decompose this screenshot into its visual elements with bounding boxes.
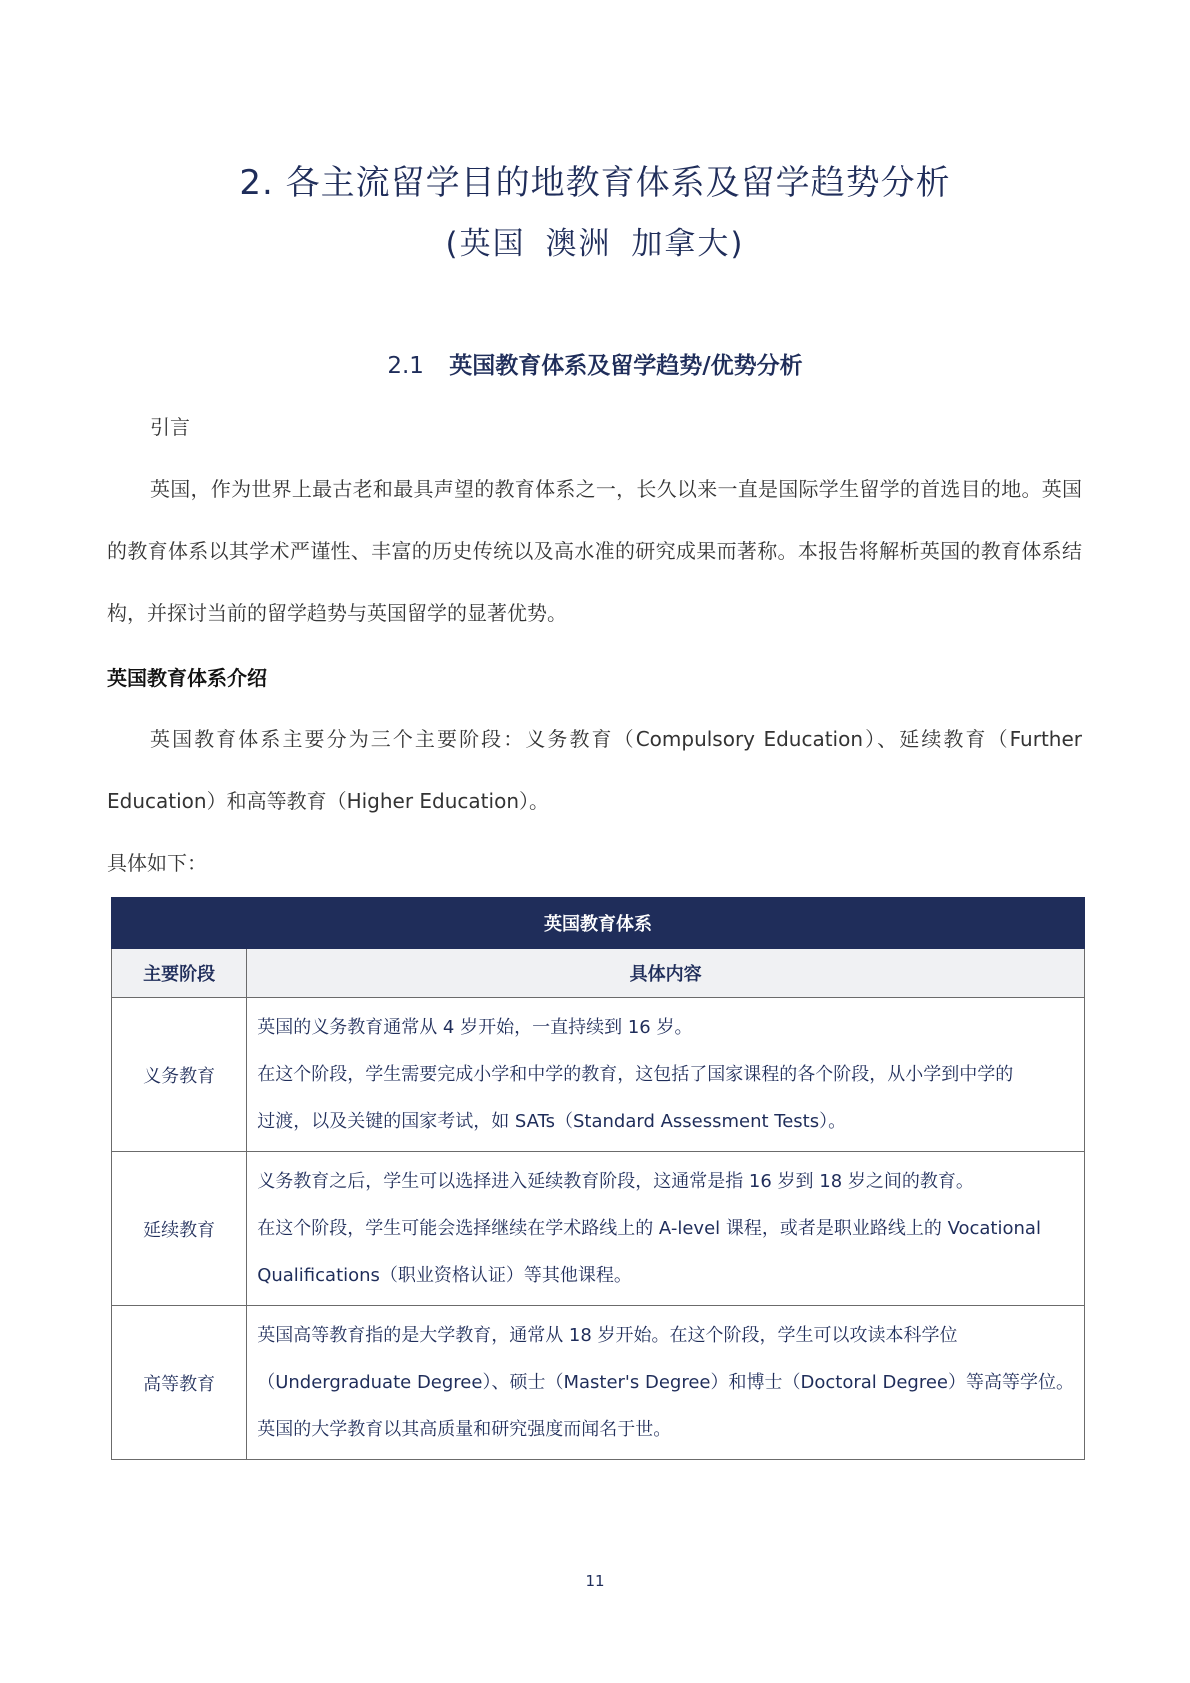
system-paragraph: 英国教育体系主要分为三个主要阶段：义务教育（Compulsory Education）、延续教育（Further Education）和高等教育（Higher Education）。 <box>107 727 1082 813</box>
content-line: 在这个阶段，学生需要完成小学和中学的教育，这包括了国家课程的各个阶段，从小学到中学的 <box>257 1064 1014 1085</box>
page-number: 11 <box>585 1572 605 1590</box>
content-line: 英国的义务教育通常从 4 岁开始，一直持续到 16 岁。 <box>257 1017 693 1038</box>
content-line: （Undergraduate Degree）、硕士（Master's Degree）和博士（Doctoral Degree）等高等学位。 <box>257 1372 1074 1393</box>
content-cell <box>247 998 1085 1152</box>
details-label: 具体如下： <box>107 851 207 875</box>
stage-cell: 高等教育 <box>112 1306 247 1460</box>
table-row <box>112 998 1085 1152</box>
content-line: 英国高等教育指的是大学教育，通常从 18 岁开始。在这个阶段，学生可以攻读本科学位 <box>257 1325 958 1346</box>
page-subtitle: (英国 澳洲 加拿大) <box>445 226 745 262</box>
section-title: 英国教育体系及留学趋势/优势分析 <box>449 353 803 379</box>
content-line: 义务教育之后，学生可以选择进入延续教育阶段，这通常是指 16 岁到 18 岁之间的教育。 <box>257 1171 974 1192</box>
stage-cell: 延续教育 <box>112 1152 247 1306</box>
education-system-table <box>111 897 1085 1460</box>
content-cell <box>247 1152 1085 1306</box>
page-title: 2. 各主流留学目的地教育体系及留学趋势分析 <box>239 163 951 203</box>
column-header-content: 具体内容 <box>247 949 1085 998</box>
content-line: 过渡，以及关键的国家考试，如 SATs（Standard Assessment Tests）。 <box>257 1111 847 1132</box>
content-cell <box>247 1306 1085 1460</box>
table-row <box>112 1306 1085 1460</box>
intro-label: 引言 <box>150 415 190 439</box>
table-caption: 英国教育体系 <box>112 898 1085 949</box>
stage-cell: 义务教育 <box>112 998 247 1152</box>
content-line: 英国的大学教育以其高质量和研究强度而闻名于世。 <box>257 1419 672 1440</box>
intro-paragraph: 英国，作为世界上最古老和最具声望的教育体系之一，长久以来一直是国际学生留学的首选目的地。英国的教育体系以其学术严谨性、丰富的历史传统以及高水准的研究成果而著称。本报告将解析英国的教育体系结构，并探讨当前的留学趋势与英国留学的显著优势。 <box>107 477 1082 625</box>
table-row <box>112 1152 1085 1306</box>
column-header-stage: 主要阶段 <box>112 949 247 998</box>
section-heading <box>0 347 1190 380</box>
section-number: 2.1 <box>387 353 424 379</box>
content-line: 在这个阶段，学生可能会选择继续在学术路线上的 A-level 课程，或者是职业路线上的 Vocational <box>257 1218 1041 1239</box>
content-line: Qualifications（职业资格认证）等其他课程。 <box>257 1265 632 1286</box>
system-heading: 英国教育体系介绍 <box>107 666 267 690</box>
